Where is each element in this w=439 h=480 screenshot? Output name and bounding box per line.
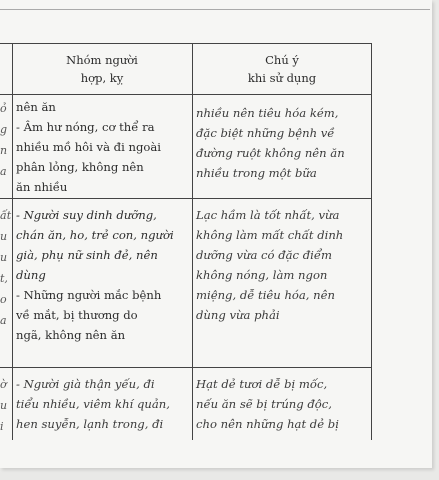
row3-usage-notes: Hạt dẻ tươi dễ bị mốc, nếu ăn sẽ bị trúng độc, cho nên những hạt dẻ bị <box>196 377 339 431</box>
row1-cut-column-text: ỏ g n a <box>0 102 8 178</box>
table-border-top <box>0 43 372 44</box>
row1-target-group: nên ăn - Âm hư nóng, cơ thể ra nhiều mồ hôi và đi ngoài phân lỏng, không nên ăn nhiều <box>16 100 161 194</box>
table-border-left <box>12 43 13 440</box>
row2-cut-column-text: ất u u t, o a <box>0 209 12 327</box>
header-divider <box>0 94 372 95</box>
row2-usage-notes: Lạc hầm là tốt nhất, vừa không làm mất chất dinh dưỡng vừa có đặc điểm không nóng, làm ngon miệng, dễ tiêu hóa, nên dùng vừa phải <box>196 208 344 322</box>
page-edge-line <box>0 9 430 10</box>
header-usage-notes: Chú ý khi sử dụng <box>247 53 317 85</box>
row2-target-group: - Người suy dinh dưỡng, chán ăn, ho, trẻ con, người già, phụ nữ sinh đẻ, nên dùng - Những người mắc bệnh về mắt, bị thương do ngã, không nên ăn <box>16 208 174 342</box>
table-border-middle <box>192 43 193 440</box>
row3-target-group: - Người già thận yếu, đi tiểu nhiều, viêm khí quản, hen suyễn, lạnh trong, đi <box>16 377 170 431</box>
row-divider-1 <box>0 198 372 199</box>
row1-usage-notes: nhiều nên tiêu hóa kém, đặc biệt những bệnh về đường ruột không nên ăn nhiều trong một bữa <box>196 106 345 180</box>
row-divider-2 <box>0 367 372 368</box>
table-border-right <box>371 43 372 440</box>
header-target-group: Nhóm người hợp, kỵ <box>66 53 138 85</box>
row3-cut-column-text: ờ u i <box>0 378 8 433</box>
